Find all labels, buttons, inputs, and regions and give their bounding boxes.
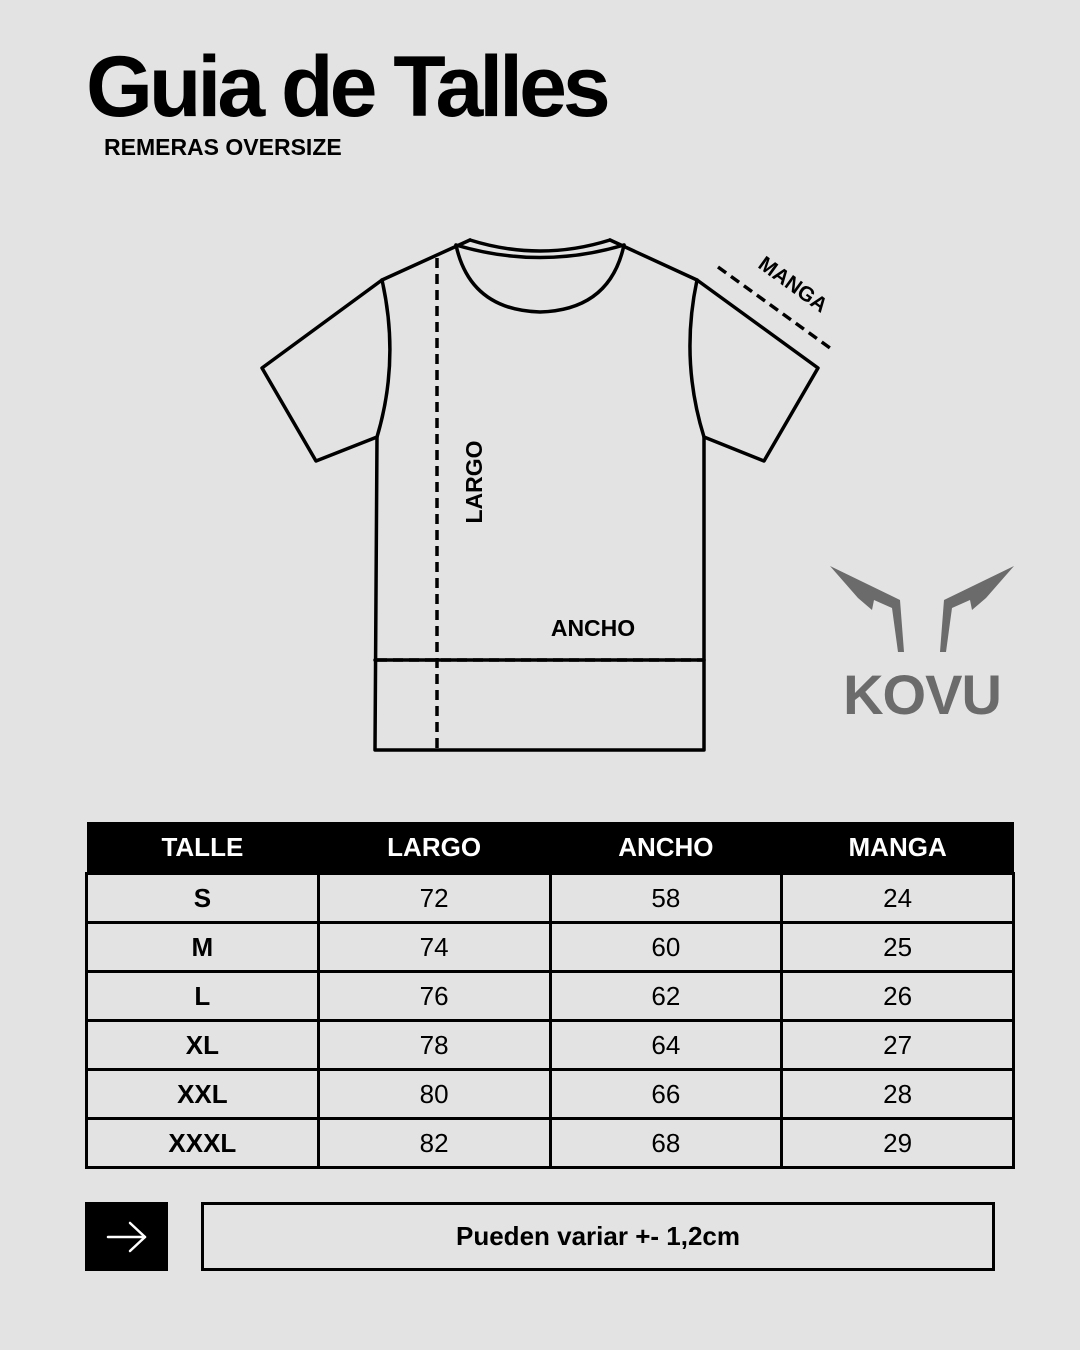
largo-cell: 78: [318, 1021, 550, 1070]
page-subtitle: REMERAS OVERSIZE: [104, 134, 342, 160]
largo-label: LARGO: [461, 440, 487, 524]
manga-cell: 28: [782, 1070, 1014, 1119]
kovu-logo: [826, 560, 1018, 730]
ancho-cell: 58: [550, 874, 782, 923]
size-cell: XXL: [87, 1070, 319, 1119]
table-row: [87, 1021, 1014, 1070]
logo-left-horn: [830, 566, 904, 652]
column-header-ancho: ANCHO: [550, 822, 782, 874]
logo-right-horn: [940, 566, 1014, 652]
manga-cell: 26: [782, 972, 1014, 1021]
ancho-cell: 64: [550, 1021, 782, 1070]
largo-cell: 80: [318, 1070, 550, 1119]
size-cell: L: [87, 972, 319, 1021]
size-cell: XXXL: [87, 1119, 319, 1168]
ancho-cell: 60: [550, 923, 782, 972]
brand-wordmark: KOVU: [843, 663, 1001, 726]
largo-cell: 72: [318, 874, 550, 923]
size-cell: S: [87, 874, 319, 923]
manga-label: MANGA: [753, 252, 832, 318]
size-cell: XL: [87, 1021, 319, 1070]
page-title: Guia de Talles: [86, 39, 607, 135]
ancho-cell: 62: [550, 972, 782, 1021]
table-row: [87, 1070, 1014, 1119]
variation-note: [201, 1202, 995, 1271]
ancho-label: ANCHO: [550, 615, 636, 641]
column-header-talle: TALLE: [87, 822, 319, 874]
variation-note-text: Pueden variar +- 1,2cm: [456, 1221, 740, 1251]
tshirt-outline: [262, 240, 818, 750]
collar-front: [456, 245, 624, 312]
column-header-manga: MANGA: [782, 822, 1014, 874]
table-row: [87, 972, 1014, 1021]
manga-cell: 25: [782, 923, 1014, 972]
ancho-cell: 68: [550, 1119, 782, 1168]
collar-outer: [470, 240, 610, 251]
table-row: [87, 874, 1014, 923]
column-header-largo: LARGO: [318, 822, 550, 874]
size-cell: M: [87, 923, 319, 972]
largo-cell: 74: [318, 923, 550, 972]
manga-cell: 24: [782, 874, 1014, 923]
table-header-row: [87, 822, 1014, 874]
table-row: [87, 923, 1014, 972]
ancho-cell: 66: [550, 1070, 782, 1119]
next-arrow-button[interactable]: [85, 1202, 168, 1271]
manga-cell: 29: [782, 1119, 1014, 1168]
table-row: [87, 1119, 1014, 1168]
arrow-right-icon: [105, 1220, 149, 1254]
manga-cell: 27: [782, 1021, 1014, 1070]
largo-cell: 76: [318, 972, 550, 1021]
size-table: [85, 822, 1015, 1169]
right-armhole-seam: [690, 280, 704, 437]
largo-cell: 82: [318, 1119, 550, 1168]
left-armhole-seam: [377, 280, 390, 437]
